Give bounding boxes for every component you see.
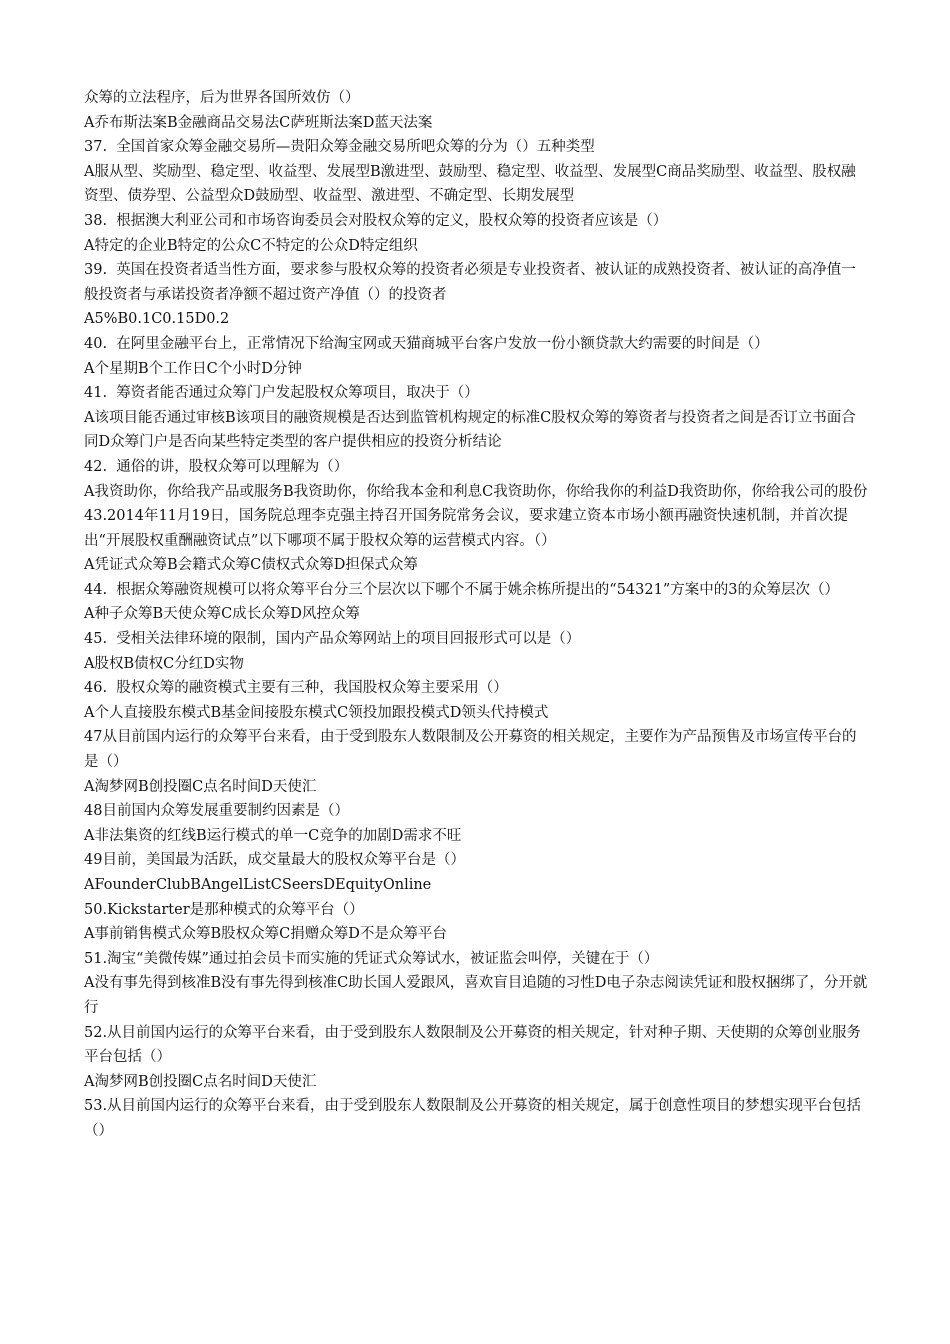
- answer-options: A淘梦网B创投圈C点名时间D天使汇: [84, 1073, 317, 1090]
- question-42: 42. 通俗的讲，股权众筹可以理解为（）: [84, 458, 349, 475]
- question-37: 37. 全国首家众筹金融交易所—贵阳众筹金融交易所吧众筹的分为（）五种类型: [84, 139, 595, 156]
- question-41: 41. 筹资者能否通过众筹门户发起股权众筹项目，取决于（）: [84, 385, 479, 402]
- question-52: 52.从目前国内运行的众筹平台来看，由于受到股东人数限制及公开募资的相关规定，针对种子期、天使期的众筹创业服务平台包括（）: [84, 1024, 862, 1066]
- answer-options: A我资助你，你给我产品或服务B我资助你，你给我本金和利息C我资助你，你给我你的利益D我资助你，你给我公司的股份: [84, 483, 868, 500]
- question-38: 38. 根据澳大利亚公司和市场咨询委员会对股权众筹的定义，股权众筹的投资者应该是（）: [84, 212, 668, 229]
- answer-options: A淘梦网B创投圈C点名时间D天使汇: [84, 778, 317, 795]
- answer-options: A事前销售模式众筹B股权众筹C捐赠众筹D不是众筹平台: [84, 926, 447, 943]
- question-39: 39. 英国在投资者适当性方面，要求参与股权众筹的投资者必须是专业投资者、被认证的成熟投资者、被认证的高净值一般投资者与承诺投资者净额不超过资产净值（）的投资者: [84, 262, 856, 303]
- answer-options: A服从型、奖励型、稳定型、收益型、发展型B激进型、鼓励型、稳定型、收益型、发展型C商品奖励型、收益型、股权融资型、债券型、公益型众D鼓励型、收益型、激进型、不确定型、长期发展型: [84, 163, 856, 205]
- answer-options: A特定的企业B特定的公众C不特定的公众D特定组织: [84, 237, 418, 254]
- answer-options: A个人直接股东模式B基金间接股东模式C领投加跟投模式D领头代持模式: [84, 704, 549, 721]
- document-body: [84, 86, 870, 1144]
- answer-options: A个星期B个工作日C个小时D分钟: [84, 360, 302, 377]
- answer-options: A没有事先得到核准B没有事先得到核准C助长国人爱跟风，喜欢盲目追随的习性D电子杂志阅读凭证和股权捆绑了，分开就行: [84, 975, 868, 1016]
- question-50: 50.Kickstarter是那种模式的众筹平台（）: [84, 901, 364, 918]
- answer-options: A凭证式众筹B会籍式众筹C债权式众筹D担保式众筹: [84, 557, 418, 574]
- question-53: 53.从目前国内运行的众筹平台来看，由于受到股东人数限制及公开募资的相关规定，属于创意性项目的梦想实现平台包括（）: [84, 1098, 862, 1139]
- answer-options: A5%B0.1C0.15D0.2: [84, 311, 230, 328]
- answer-options: A该项目能否通过审核B该项目的融资规模是否达到监管机构规定的标准C股权众筹的筹资者与投资者之间是否订立书面合同D众筹门户是否向某些特定类型的客户提供相应的投资分析结论: [84, 409, 856, 451]
- question-43: 43.2014年11月19日，国务院总理李克强主持召开国务院常务会议，要求建立资本市场小额再融资快速机制，并首次提出“开展股权重酬融资试点”以下哪项不属于股权众筹的运营模式内容。（）: [84, 508, 848, 549]
- answer-options: A乔布斯法案B金融商品交易法C萨班斯法案D蓝天法案: [84, 114, 433, 131]
- question-40: 40. 在阿里金融平台上，正常情况下给淘宝网或天猫商城平台客户发放一份小额贷款大约需要的时间是（）: [84, 335, 769, 352]
- text-line: 众筹的立法程序，后为世界各国所效仿（）: [84, 90, 360, 106]
- answer-options: A非法集资的红线B运行模式的单一C竞争的加剧D需求不旺: [84, 827, 462, 844]
- answer-options: A股权B债权C分红D实物: [84, 655, 244, 672]
- question-51: 51.淘宝“美微传媒”通过拍会员卡而实施的凭证式众筹试水，被证监会叫停，关键在于（）: [84, 950, 659, 967]
- question-47: 47从目前国内运行的众筹平台来看，由于受到股东人数限制及公开募资的相关规定，主要作为产品预售及市场宣传平台的是（）: [84, 729, 857, 771]
- answer-options: A种子众筹B天使众筹C成长众筹D风控众筹: [84, 606, 360, 623]
- answer-options: AFounderClubBAngelListCSeersDEquityOnline: [84, 877, 432, 893]
- question-46: 46. 股权众筹的融资模式主要有三种，我国股权众筹主要采用（）: [84, 680, 508, 697]
- question-49: 49目前，美国最为活跃，成交量最大的股权众筹平台是（）: [84, 852, 465, 869]
- question-48: 48目前国内众筹发展重要制约因素是（）: [84, 803, 349, 820]
- question-45: 45. 受相关法律环境的限制，国内产品众筹网站上的项目回报形式可以是（）: [84, 631, 581, 648]
- question-44: 44. 根据众筹融资规模可以将众筹平台分三个层次以下哪个不属于姚余栋所提出的“54321”方案中的3的众筹层次（）: [84, 581, 839, 598]
